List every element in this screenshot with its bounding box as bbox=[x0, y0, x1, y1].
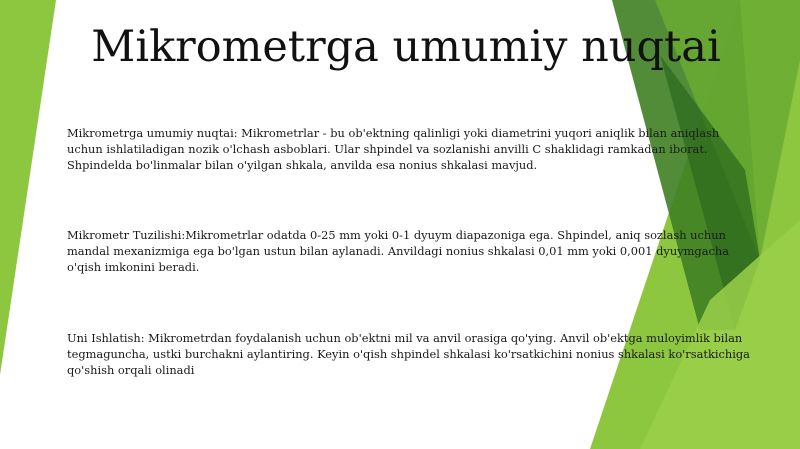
paragraph-structure: Mikrometr Tuzilishi:Mikrometrlar odatda 0-25 mm yoki 0-1 dyuym diapazoniga ega. Shpindel, aniq sozlash uchun mandal mexanizmiga ega bo'lgan ustun bilan aylanadi. Anvildagi nonius shkalasi 0,01 mm yoki 0,001 dyuymgacha o'qish imkonini beradi. bbox=[67, 228, 730, 274]
paragraph-usage: Uni Ishlatish: Mikrometrdan foydalanish uchun ob'ektni mil va anvil orasiga qo'ying. Anvil ob'ektga muloyimlik bilan tegmaguncha, ustki burchakni aylantiring. Keyin o'qish shpindel shkalasi ko'rsatkichini nonius shkalasi ko'rsatkichiga qo'shish orqali olinadi bbox=[67, 331, 750, 377]
slide-title: Mikrometrga umumiy nuqtai bbox=[91, 22, 721, 72]
paragraph-overview: Mikrometrga umumiy nuqtai: Mikrometrlar - bu ob'ektning qalinligi yoki diametrini yuqori aniqlik bilan aniqlash uchun ishlatiladigan nozik o'lchash asboblari. Ular shpindel va sozlanishi anvilli C shaklidagi ramkadan iborat. Shpindelda bo'linmalar bilan o'yilgan shkala, anvilda esa nonius shkalasi mavjud. bbox=[67, 126, 720, 172]
